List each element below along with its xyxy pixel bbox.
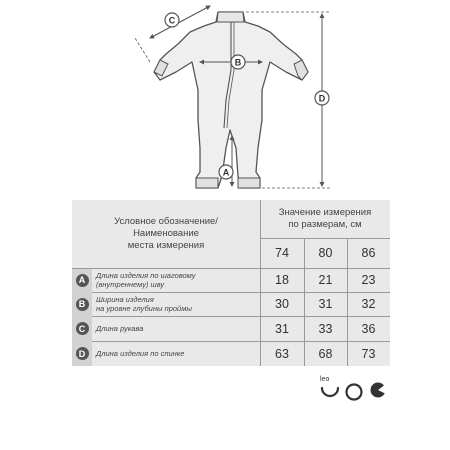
row-d-value: [260, 341, 304, 366]
row-a-description: Длина изделия по шаговому (внутреннему) шву: [92, 268, 260, 292]
measure-d-label: D: [318, 93, 326, 104]
row-a-80: 21: [318, 273, 333, 287]
size-80: 80: [318, 246, 333, 260]
marker-cell: [72, 316, 92, 341]
row-d-80: 68: [318, 346, 333, 361]
row-d-86: 73: [361, 346, 376, 361]
measure-b-label: B: [234, 57, 242, 68]
row-c-80: 33: [318, 321, 333, 336]
row-d-value: [347, 341, 390, 366]
size-86: 86: [361, 246, 376, 260]
row-d-74: 63: [275, 346, 289, 361]
row-a-86: 23: [361, 273, 376, 287]
collar: [217, 12, 244, 22]
header-right-cell: [260, 200, 390, 238]
table-divider: [92, 292, 390, 293]
marker-c: C: [76, 322, 89, 335]
right-leg-cuff: [238, 178, 260, 188]
header-right-text: Значение измерения по размерам, см: [278, 207, 372, 230]
measure-c-guide: [135, 38, 150, 62]
row-b-value: [260, 292, 304, 316]
marker-cell: [72, 292, 92, 316]
row-c-74: 31: [275, 321, 289, 336]
row-b-86: 32: [361, 297, 376, 311]
table-divider: [72, 268, 390, 269]
table-divider: [347, 238, 348, 366]
marker-b: B: [76, 298, 89, 311]
size-cell: [347, 238, 390, 268]
header-left-text: Условное обозначение/ Наименование места измерения: [114, 216, 218, 251]
brand-logo: [318, 372, 388, 406]
measure-c-label: C: [168, 15, 176, 26]
logo-ring-icon: [347, 385, 362, 400]
marker-cell: [72, 268, 92, 292]
row-d-description: Длина изделия по спинке: [92, 341, 260, 366]
size-table: [72, 200, 390, 366]
table-divider: [260, 238, 390, 239]
row-d-value: [304, 341, 347, 366]
left-leg-cuff: [196, 178, 218, 188]
table-divider: [304, 238, 305, 366]
row-b-74: 30: [275, 297, 289, 311]
row-c-value: [347, 316, 390, 341]
logo-text: leo: [320, 376, 330, 383]
row-c-86: 36: [361, 321, 376, 336]
header-left-cell: [72, 200, 260, 268]
row-b-description: Ширина изделия на уровне глубины проймы: [92, 292, 260, 316]
row-a-value: [260, 268, 304, 292]
row-c-description: Длина рукава: [92, 316, 260, 341]
garment-diagram: [0, 0, 450, 200]
table-divider: [92, 316, 390, 317]
marker-d: D: [76, 347, 89, 360]
row-c-value: [304, 316, 347, 341]
row-a-value: [347, 268, 390, 292]
row-a-value: [304, 268, 347, 292]
size-cell: [260, 238, 304, 268]
row-b-value: [347, 292, 390, 316]
row-b-value: [304, 292, 347, 316]
marker-cell: [72, 341, 92, 366]
logo-arc-icon: [322, 388, 338, 396]
size-74: 74: [275, 246, 289, 260]
marker-a: A: [76, 274, 89, 287]
table-divider: [92, 341, 390, 342]
measure-a-label: A: [222, 167, 230, 178]
row-a-74: 18: [275, 273, 289, 287]
row-c-value: [260, 316, 304, 341]
row-b-80: 31: [318, 297, 333, 311]
size-cell: [304, 238, 347, 268]
